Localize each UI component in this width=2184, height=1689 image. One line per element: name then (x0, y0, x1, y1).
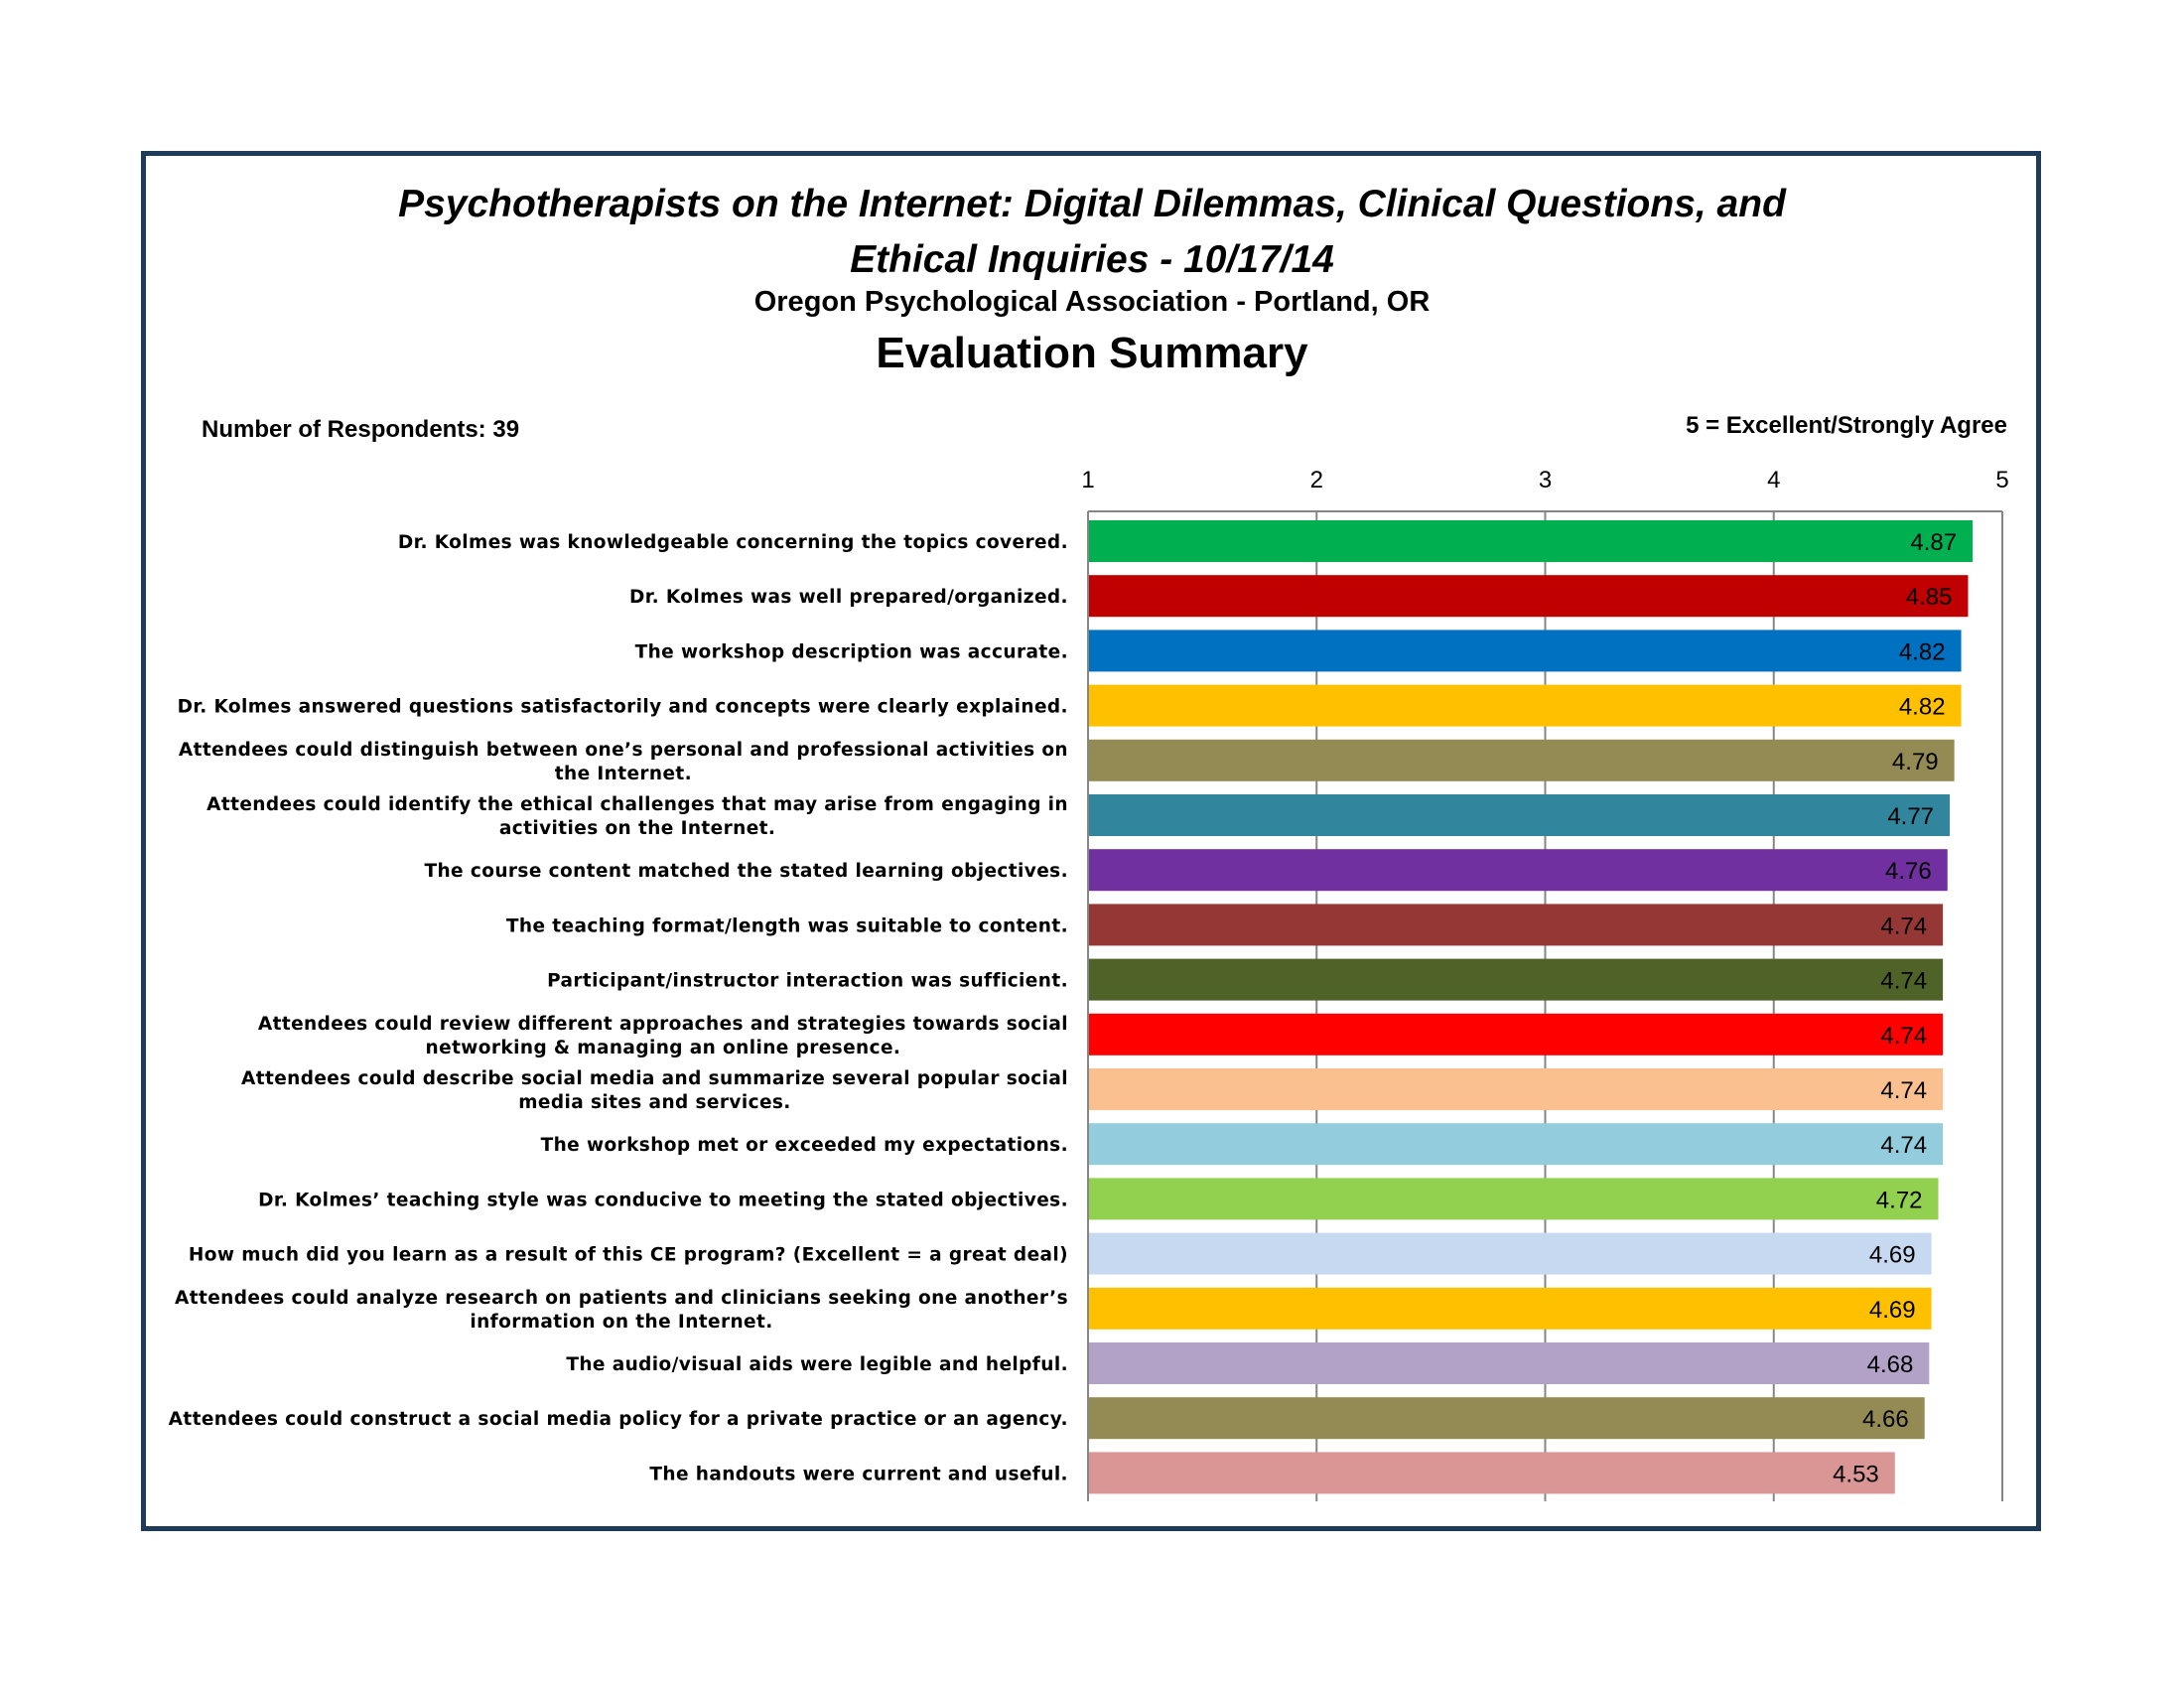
category-label: Attendees could analyze research on patients and clinicians seeking one another’s (175, 1287, 1068, 1309)
category-label: The workshop description was accurate. (634, 641, 1068, 663)
bar-value-label: 4.74 (1880, 1022, 1928, 1050)
category-label: Attendees could identify the ethical challenges that may arise from engaging in (206, 794, 1068, 815)
chart-title-line2: Ethical Inquiries - 10/17/14 (850, 238, 1334, 281)
x-tick-label: 3 (1538, 467, 1553, 493)
bar (1089, 740, 1955, 781)
category-label: Attendees could describe social media and summarize several popular social (240, 1068, 1068, 1089)
category-label: The teaching format/length was suitable to content. (505, 915, 1068, 937)
bar (1089, 1452, 1895, 1493)
bar (1089, 1397, 1925, 1439)
bar (1089, 520, 1973, 562)
category-label: Attendees could distinguish between one’s personal and professional activities on (178, 739, 1068, 761)
bar (1089, 1233, 1932, 1275)
bar-value-label: 4.72 (1875, 1187, 1923, 1214)
bar (1089, 1288, 1932, 1330)
bar (1089, 959, 1943, 1001)
bar-value-label: 4.74 (1880, 913, 1928, 940)
bar-value-label: 4.87 (1910, 529, 1958, 556)
category-label: Participant/instructor interaction was sufficient. (547, 970, 1068, 992)
category-label: Dr. Kolmes was knowledgeable concerning the topics covered. (397, 532, 1068, 553)
bar (1089, 1342, 1929, 1384)
x-tick-label: 5 (1995, 467, 2009, 493)
category-label: Attendees could review different approaches and strategies towards social (257, 1013, 1068, 1035)
bar-value-label: 4.74 (1880, 967, 1928, 995)
category-label: The handouts were current and useful. (649, 1464, 1068, 1485)
bar-value-label: 4.69 (1868, 1241, 1916, 1269)
category-label: information on the Internet. (470, 1311, 773, 1333)
bar-value-label: 4.79 (1891, 748, 1939, 775)
category-label: activities on the Internet. (498, 818, 776, 839)
bar (1089, 575, 1968, 617)
bar (1089, 1123, 1943, 1165)
category-label: Dr. Kolmes’ teaching style was conducive to meeting the stated objectives. (258, 1190, 1068, 1211)
bar-value-label: 4.82 (1898, 693, 1946, 721)
category-label: networking & managing an online presence. (425, 1037, 901, 1058)
x-tick-label: 1 (1081, 467, 1095, 493)
bar-value-label: 4.68 (1866, 1351, 1914, 1378)
bar (1089, 1068, 1943, 1110)
category-label: Attendees could construct a social media policy for a private practice or an agency. (168, 1409, 1068, 1431)
category-label: The workshop met or exceeded my expectations. (540, 1135, 1068, 1157)
chart-subtitle: Oregon Psychological Association - Portland, OR (753, 286, 1431, 318)
bar-value-label: 4.74 (1880, 1077, 1928, 1104)
bar (1089, 685, 1962, 727)
bar (1089, 849, 1948, 891)
scale-note: 5 = Excellent/Strongly Agree (1686, 412, 2007, 439)
bar-value-label: 4.76 (1885, 858, 1932, 886)
bar (1089, 794, 1950, 836)
evaluation-summary-heading: Evaluation Summary (876, 329, 1308, 377)
bar (1089, 1014, 1943, 1056)
chart-title-line1: Psychotherapists on the Internet: Digital Dilemmas, Clinical Questions, and (398, 183, 1786, 225)
bar-value-label: 4.77 (1887, 803, 1935, 830)
category-label: Dr. Kolmes answered questions satisfactorily and concepts were clearly explained. (177, 696, 1068, 718)
category-label: The audio/visual aids were legible and helpful. (566, 1354, 1068, 1375)
bar-value-label: 4.53 (1833, 1461, 1879, 1488)
category-label: How much did you learn as a result of this CE program? (Excellent = a great deal) (188, 1244, 1068, 1266)
bar (1089, 630, 1962, 671)
bar-value-label: 4.74 (1880, 1132, 1928, 1160)
category-label: media sites and services. (518, 1092, 791, 1113)
respondents-count: Number of Respondents: 39 (202, 416, 520, 443)
bar-value-label: 4.82 (1898, 638, 1946, 666)
bar (1089, 1178, 1939, 1219)
bar-value-label: 4.85 (1905, 584, 1953, 612)
category-label: The course content matched the stated learning objectives. (424, 861, 1068, 883)
x-tick-label: 4 (1767, 467, 1781, 493)
bar-value-label: 4.66 (1861, 1406, 1909, 1434)
bar-value-label: 4.69 (1868, 1296, 1916, 1324)
x-tick-label: 2 (1309, 467, 1323, 493)
category-label: the Internet. (554, 763, 693, 784)
bar (1089, 904, 1943, 945)
category-label: Dr. Kolmes was well prepared/organized. (628, 587, 1068, 609)
